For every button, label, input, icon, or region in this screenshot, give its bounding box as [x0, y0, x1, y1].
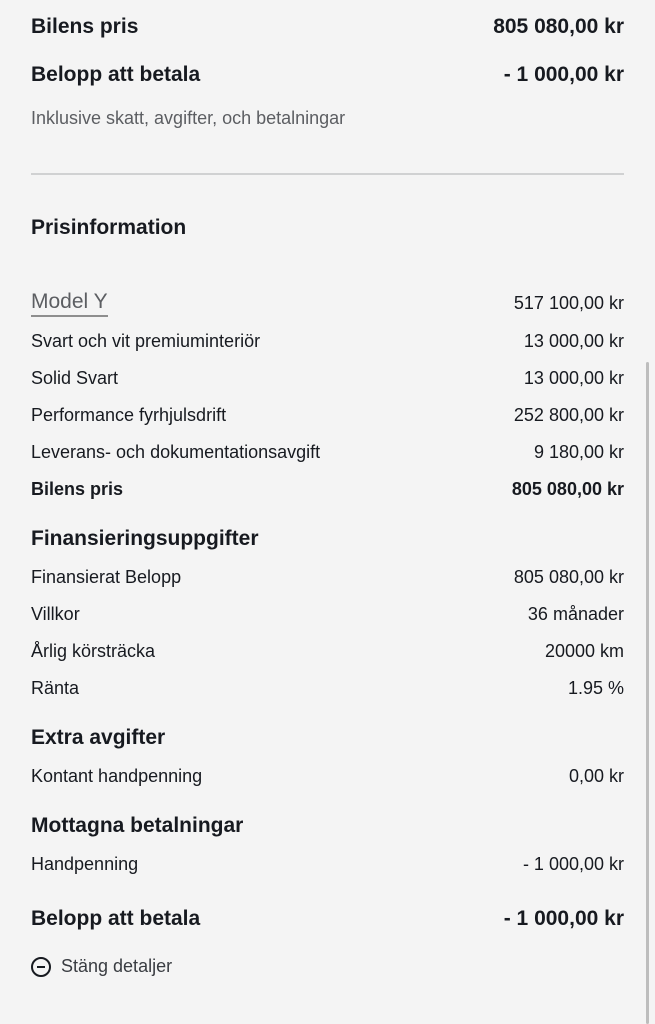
financing-line-label: Finansierat Belopp — [31, 567, 182, 587]
section-divider — [31, 173, 624, 175]
model-price: 517 100,00 kr — [513, 292, 624, 313]
received-payment-label: Handpenning — [31, 854, 139, 874]
financing-line-value: 20000 km — [544, 641, 624, 661]
car-price-total-label: Bilens pris — [31, 479, 124, 499]
extra-fees-title: Extra avgifter — [31, 726, 166, 749]
summary-car-price-label: Bilens pris — [31, 15, 139, 38]
financing-line-label: Årlig körsträcka — [31, 641, 156, 661]
vertical-scrollbar[interactable] — [646, 362, 649, 1024]
close-details-label[interactable]: Stäng detaljer — [61, 956, 173, 976]
close-details-button[interactable] — [31, 956, 231, 977]
summary-amount-due-row — [31, 51, 624, 99]
price-line-label: Svart och vit premiuminteriör — [31, 331, 261, 351]
received-payments-title: Mottagna betalningar — [31, 814, 244, 837]
financing-line-label: Ränta — [31, 678, 80, 698]
price-line-item — [31, 323, 624, 360]
summary-note: Inklusive skatt, avgifter, och betalningar — [31, 108, 346, 128]
financing-line-item — [31, 596, 624, 633]
minus-circle-icon[interactable] — [31, 957, 51, 977]
summary-car-price-value: 805 080,00 kr — [493, 15, 624, 38]
financing-line-item — [31, 559, 624, 596]
extra-fee-line-item — [31, 758, 624, 795]
received-payment-line-item — [31, 846, 624, 883]
received-payment-value: - 1 000,00 kr — [522, 854, 624, 874]
price-line-value: 9 180,00 kr — [533, 442, 624, 462]
model-link[interactable]: Model Y — [31, 290, 108, 317]
car-price-total-row — [31, 471, 624, 508]
price-info-title: Prisinformation — [31, 216, 187, 239]
price-line-item — [31, 397, 624, 434]
summary-amount-due-label: Belopp att betala — [31, 63, 201, 86]
price-line-label: Leverans- och dokumentationsavgift — [31, 442, 321, 462]
price-line-value: 252 800,00 kr — [513, 405, 624, 425]
price-line-item — [31, 360, 624, 397]
financing-line-value: 1.95 % — [567, 678, 624, 698]
car-price-total-value: 805 080,00 kr — [511, 479, 624, 499]
price-line-label: Solid Svart — [31, 368, 119, 388]
financing-line-value: 805 080,00 kr — [513, 567, 624, 587]
price-line-value: 13 000,00 kr — [523, 368, 624, 388]
summary-car-price-row — [31, 3, 624, 51]
extra-fee-value: 0,00 kr — [568, 766, 624, 786]
financing-line-item — [31, 633, 624, 670]
price-line-label: Performance fyrhjulsdrift — [31, 405, 227, 425]
price-details-panel — [31, 0, 624, 977]
price-line-value: 13 000,00 kr — [523, 331, 624, 351]
price-line-item — [31, 434, 624, 471]
financing-line-value: 36 månader — [527, 604, 624, 624]
extra-fee-label: Kontant handpenning — [31, 766, 203, 786]
financing-title: Finansieringsuppgifter — [31, 527, 259, 550]
model-row — [31, 283, 624, 323]
final-amount-due-label: Belopp att betala — [31, 907, 201, 930]
summary-amount-due-value: - 1 000,00 kr — [503, 63, 624, 86]
final-amount-due-row — [31, 899, 624, 939]
financing-line-label: Villkor — [31, 604, 80, 624]
financing-line-item — [31, 670, 624, 707]
final-amount-due-value: - 1 000,00 kr — [503, 907, 624, 930]
